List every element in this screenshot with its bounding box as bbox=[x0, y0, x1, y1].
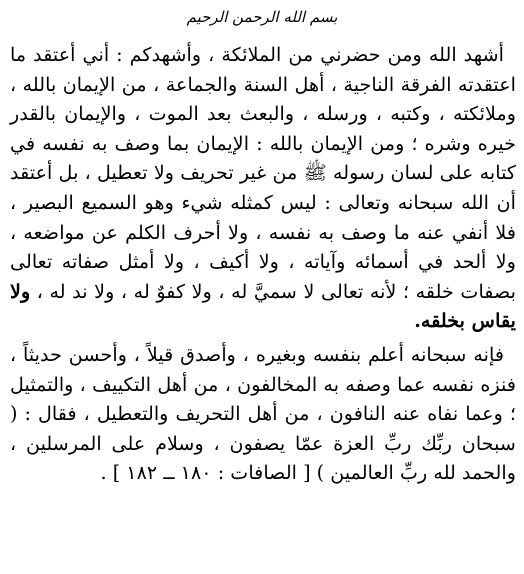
document-body bbox=[10, 40, 516, 488]
paragraph-explanation-text: فإنه سبحانه أعلم بنفسه وبغيره ، وأصدق قيلاً ، وأحسن حديثاً ، فنزه نفسه عما وصفه به المخالفون ، من أهل التكييف ، والتمثيل ؛ وعما نفاه عنه النافون ، من أهل التحريف والتعطيل ، فقال : ( سبحان ربِّك ربِّ العزة عمّا يصفون ، وسلام على المرسلين ، والحمد لله ربِّ العالمين ) [ الصافات : ١٨٠ ــ ١٨٢ ] . bbox=[10, 342, 516, 485]
paragraph-creed-text: أشهد الله ومن حضرني من الملائكة ، وأشهدكم : أني أعتقد ما اعتقدته الفرقة الناجية ، أهل السنة والجماعة ، من الإيمان بالله ، وملائكته ، وكتبه ، ورسله ، والبعث بعد الموت ، والإيمان بالقدر خيره وشره ؛ ومن الإيمان بالله : الإيمان بما وصف به نفسه في كتابه على لسان رسوله ﷺ من غير تحريف ولا تعطيل ، بل أعتقد أن الله سبحانه وتعالى : ليس كمثله شيء وهو السميع البصير ، فلا أنفي عنه ما وصف به نفسه ، ولا أحرف الكلم عن مواضعه ، ولا ألحد في أسمائه وآياته ، ولا أكيف ، ولا أمثل صفاته تعالى بصفات خلقه ؛ لأنه تعالى لا سميَّ له ، ولا كفوٌ له ، ولا ند له ، bbox=[10, 43, 516, 303]
paragraph-creed-emphasis: ولا يقاس بخلقه. bbox=[10, 279, 516, 333]
basmala-header: بسم الله الرحمن الرحيم bbox=[186, 8, 338, 26]
paragraph-creed bbox=[10, 40, 516, 336]
paragraph-explanation bbox=[10, 340, 516, 488]
